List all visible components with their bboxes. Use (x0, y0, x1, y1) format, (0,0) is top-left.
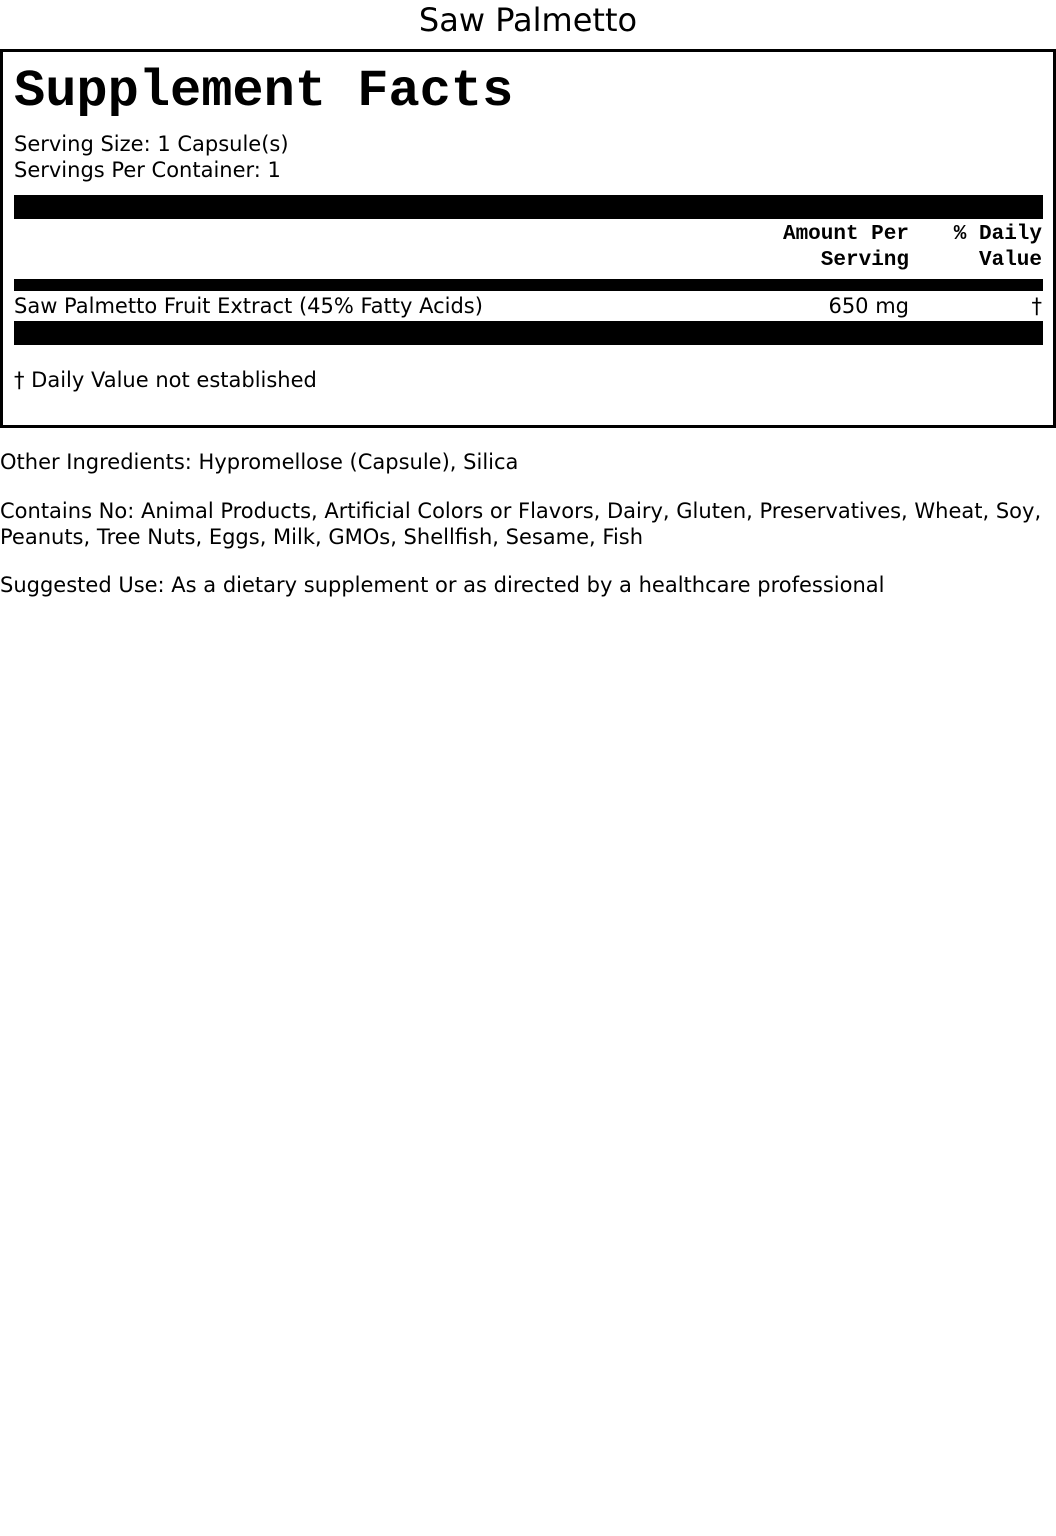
ingredient-daily-value: † (1031, 294, 1042, 318)
daily-header-line2: Value (978, 249, 1042, 272)
medium-divider (14, 279, 1043, 291)
ingredient-name: Saw Palmetto Fruit Extract (45% Fatty Acids) (14, 294, 483, 318)
amount-header-line1: Amount Per (782, 223, 909, 246)
product-title: Saw Palmetto (418, 1, 638, 39)
thick-divider-top (14, 195, 1043, 219)
thick-divider-bottom (14, 321, 1043, 345)
supplement-facts-panel (0, 49, 1056, 428)
daily-value-header (923, 222, 1042, 274)
servings-per-container: Servings Per Container: 1 (14, 158, 281, 182)
amount-per-serving-header (623, 222, 909, 274)
serving-size: Serving Size: 1 Capsule(s) (14, 132, 289, 156)
suggested-use: Suggested Use: As a dietary supplement or as directed by a healthcare professional (0, 573, 885, 597)
amount-header-line2: Serving (820, 249, 909, 272)
supplement-facts-heading: Supplement Facts (14, 62, 514, 121)
daily-value-footnote: † Daily Value not established (14, 368, 317, 392)
contains-no-statement: Contains No: Animal Products, Artificial Colors or Flavors, Dairy, Gluten, Preservatives, Wheat, Soy, Peanuts, Tree Nuts, Eggs, Milk, GMOs, Shellfish, Sesame, Fish (0, 499, 1042, 549)
daily-header-line1: % Daily (953, 223, 1042, 246)
other-ingredients: Other Ingredients: Hypromellose (Capsule), Silica (0, 450, 519, 474)
ingredient-amount: 650 mg (828, 294, 909, 318)
